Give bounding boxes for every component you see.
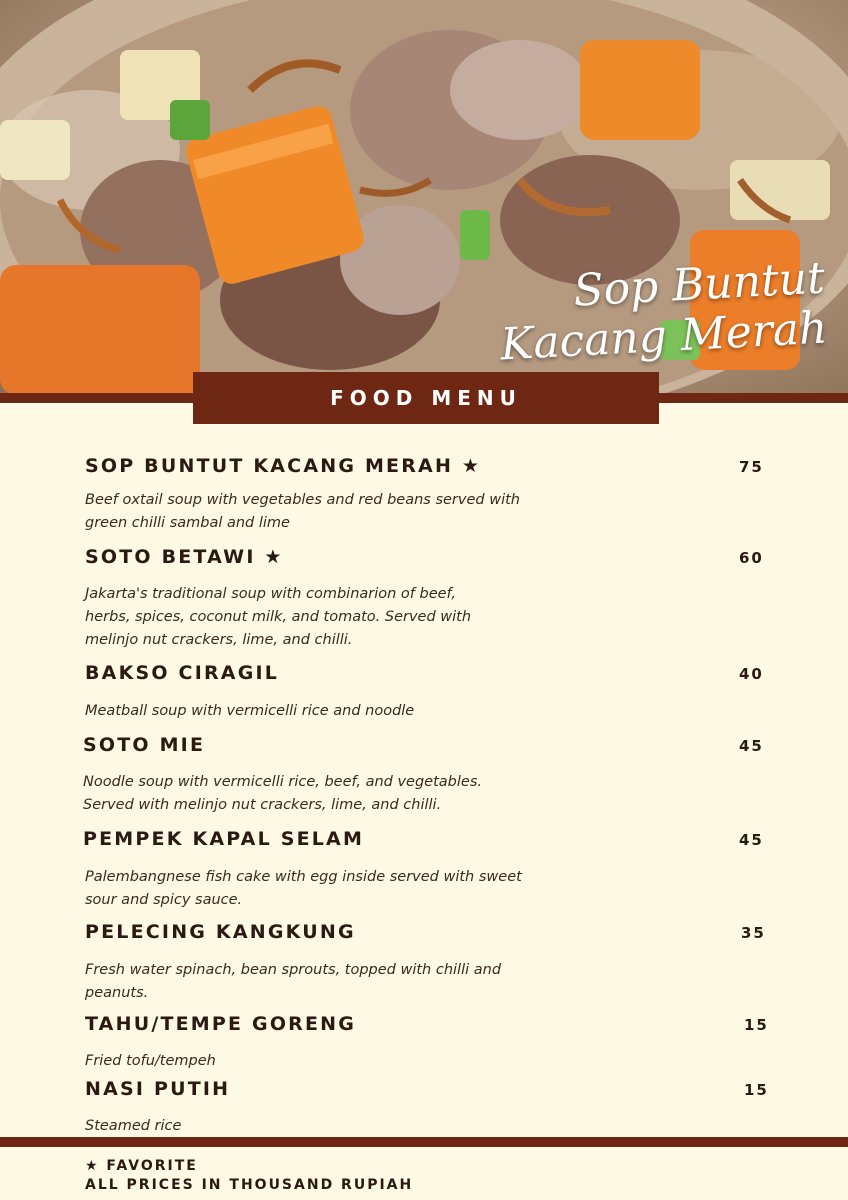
menu-item-price: 15 bbox=[744, 1081, 769, 1099]
menu-item-price: 45 bbox=[739, 831, 764, 849]
menu-item-description: Fried tofu/tempeh bbox=[85, 1053, 216, 1069]
menu-item-price: 40 bbox=[739, 665, 764, 683]
menu-item-description: Steamed rice bbox=[85, 1118, 182, 1134]
menu-banner-label: FOOD MENU bbox=[330, 386, 522, 410]
menu-item-description: Meatball soup with vermicelli rice and noodle bbox=[85, 703, 415, 719]
menu-item-description: Noodle soup with vermicelli rice, beef, and vegetables. Served with melinjo nut crackers, lime, and chilli. bbox=[83, 774, 482, 813]
hero-title bbox=[496, 254, 828, 371]
footer-divider bbox=[0, 1137, 848, 1147]
menu-item-description: Palembangnese fish cake with egg inside served with sweet sour and spicy sauce. bbox=[85, 869, 522, 908]
menu-item-name: NASI PUTIH bbox=[85, 1078, 231, 1100]
menu-item-name: SOTO BETAWI ★ bbox=[85, 546, 284, 568]
menu-item-name: PEMPEK KAPAL SELAM bbox=[83, 828, 365, 850]
menu-item-name: PELECING KANGKUNG bbox=[85, 921, 356, 943]
menu-item-name: SOTO MIE bbox=[83, 734, 206, 756]
menu-item-name: SOP BUNTUT KACANG MERAH ★ bbox=[85, 455, 482, 477]
prices-note: ALL PRICES IN THOUSAND RUPIAH bbox=[85, 1177, 414, 1193]
menu-banner bbox=[193, 372, 659, 424]
menu-item-price: 15 bbox=[744, 1016, 769, 1034]
menu-item-name: BAKSO CIRAGIL bbox=[85, 662, 280, 684]
menu-item-description: Fresh water spinach, bean sprouts, topped with chilli and peanuts. bbox=[85, 962, 502, 1001]
favorite-legend: ★ FAVORITE bbox=[85, 1158, 198, 1174]
menu-item-price: 75 bbox=[739, 458, 764, 476]
menu-item-description: Jakarta's traditional soup with combinarion of beef, herbs, spices, coconut milk, and tomato. Served with melinjo nut crackers, lime, and chilli. bbox=[85, 586, 472, 648]
menu-item-price: 35 bbox=[741, 924, 766, 942]
hero-food-photo bbox=[0, 0, 848, 395]
menu-item-price: 60 bbox=[739, 549, 764, 567]
footer-notes bbox=[85, 1157, 413, 1195]
menu-item-name: TAHU/TEMPE GORENG bbox=[85, 1013, 357, 1035]
hero-title-line-2: Kacang Merah bbox=[498, 302, 829, 371]
menu-item-description: Beef oxtail soup with vegetables and red beans served with green chilli sambal and lime bbox=[85, 492, 520, 531]
menu-item-price: 45 bbox=[739, 737, 764, 755]
hero-title-line-1: Sop Buntut bbox=[571, 252, 826, 317]
